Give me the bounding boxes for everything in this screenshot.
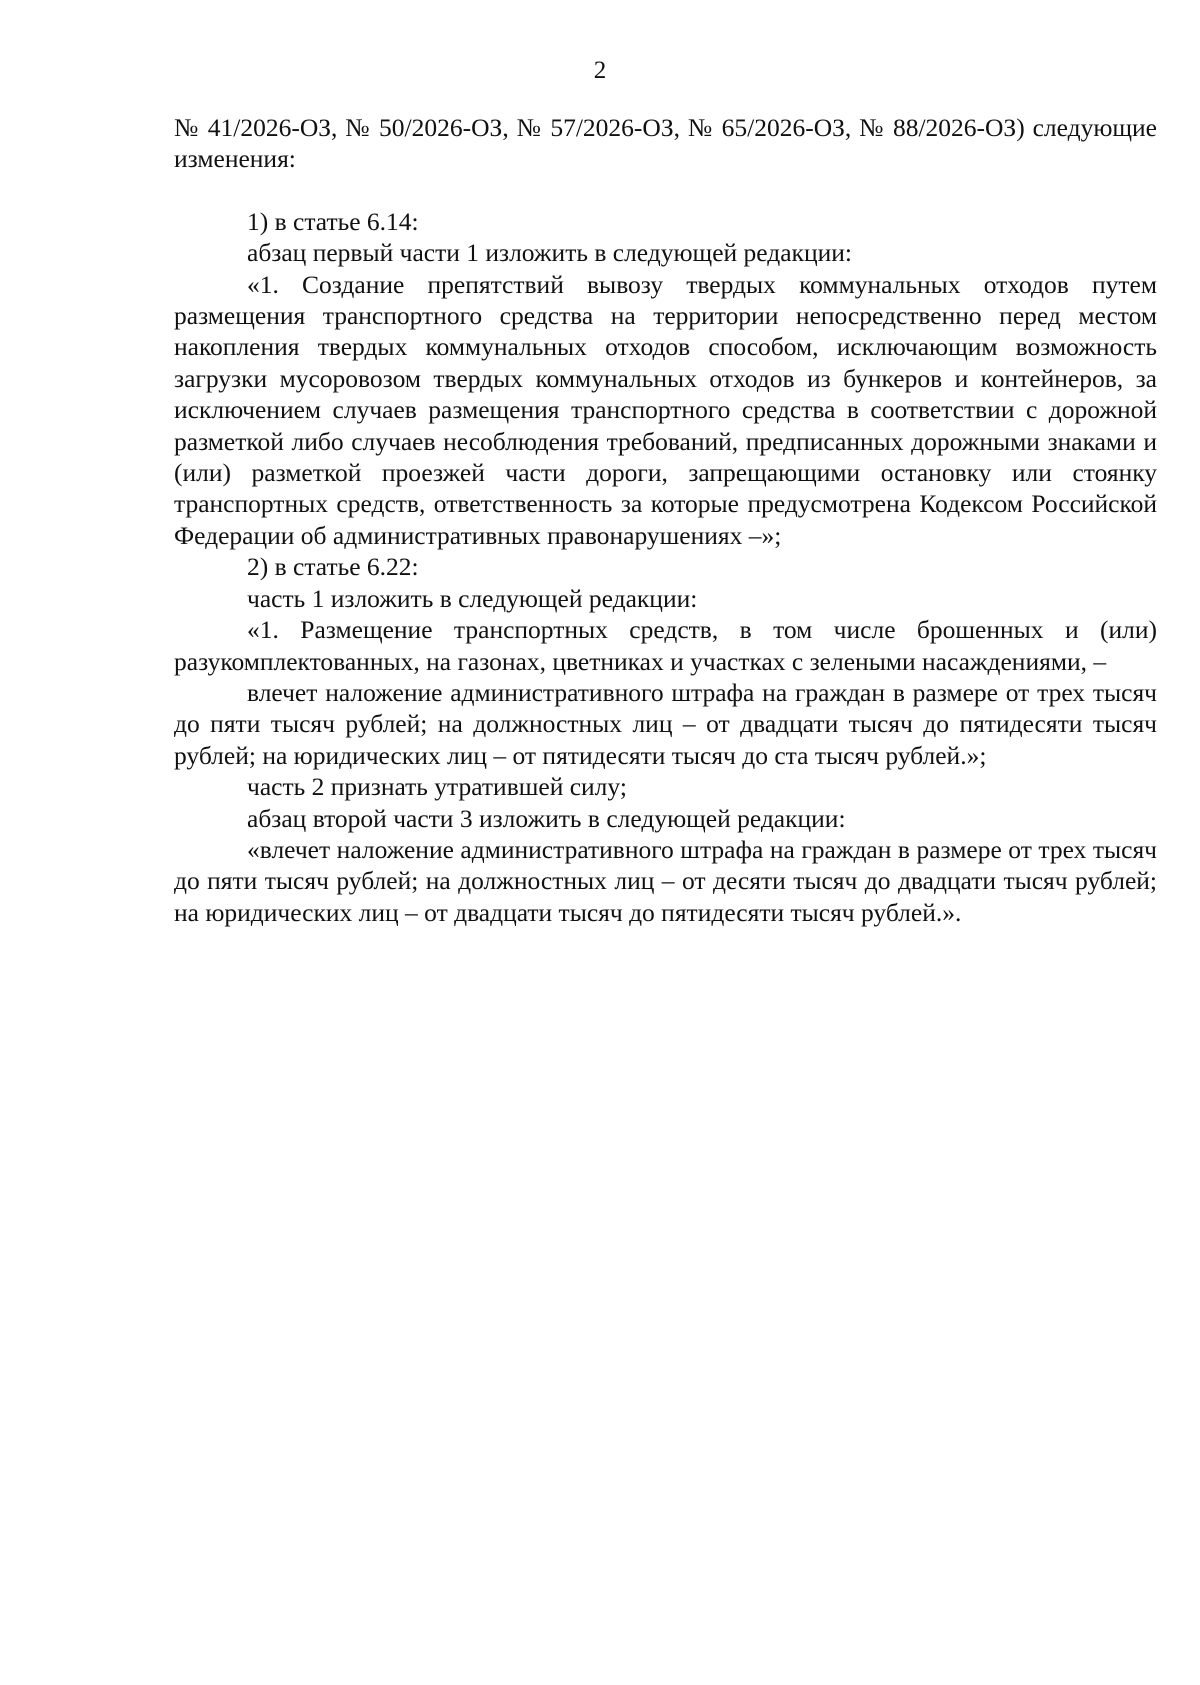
item-2-part-2-repeal: часть 2 признать утратившей силу; xyxy=(247,772,627,802)
document-body xyxy=(174,112,1157,928)
item-2-instruction-part-3: абзац второй части 3 изложить в следующей редакции: xyxy=(247,803,846,833)
item-1-heading: 1) в статье 6.14: xyxy=(247,206,419,236)
item-1-instruction: абзац первый части 1 изложить в следующей редакции: xyxy=(247,238,852,268)
page-number: 2 xyxy=(593,57,607,84)
item-2-instruction-part-1: часть 1 изложить в следующей редакции: xyxy=(247,583,698,613)
item-2-heading: 2) в статье 6.22: xyxy=(247,552,419,582)
intro-paragraph: № 41/2026-ОЗ, № 50/2026-ОЗ, № 57/2026-ОЗ, № 65/2026-ОЗ, № 88/2026-ОЗ) следующие изменения: xyxy=(174,113,1157,174)
article-6-22-part-3-penalty: «влечет наложение административного штрафа на граждан в размере от трех тысяч до пяти тысяч рублей; на должностных лиц – от десяти тысяч до двадцати тысяч рублей; на юридических лиц – от двадцати тысяч до пятидесяти тысяч рублей.». xyxy=(174,834,1157,927)
article-6-22-part-1-penalty: влечет наложение административного штрафа на граждан в размере от трех тысяч до пяти тысяч рублей; на должностных лиц – от двадцати тысяч до пятидесяти тысяч рублей; на юридических лиц – от пятидесяти тысяч до ста тысяч рублей.»; xyxy=(174,677,1157,770)
article-6-14-text: «1. Создание препятствий вывозу твердых коммунальных отходов путем размещения транспортного средства на территории непосредственно перед местом накопления твердых коммунальных отходов способом, исключающим возможность загрузки мусоровозом твердых коммунальных отходов из бункеров и контейнеров, за исключением случаев размещения транспортного средства в соответствии с дорожной разметкой либо случаев несоблюдения требований, предписанных дорожными знаками и (или) разметкой проезжей части дороги, запрещающими остановку или стоянку транспортных средств, ответственность за которые предусмотрена Кодексом Российской Федерации об административных правонарушениях –»; xyxy=(174,269,1157,550)
article-6-22-part-1-text: «1. Размещение транспортных средств, в том числе брошенных и (или) разукомплектованных, на газонах, цветниках и участках с зелеными насаждениями, – xyxy=(174,615,1157,676)
